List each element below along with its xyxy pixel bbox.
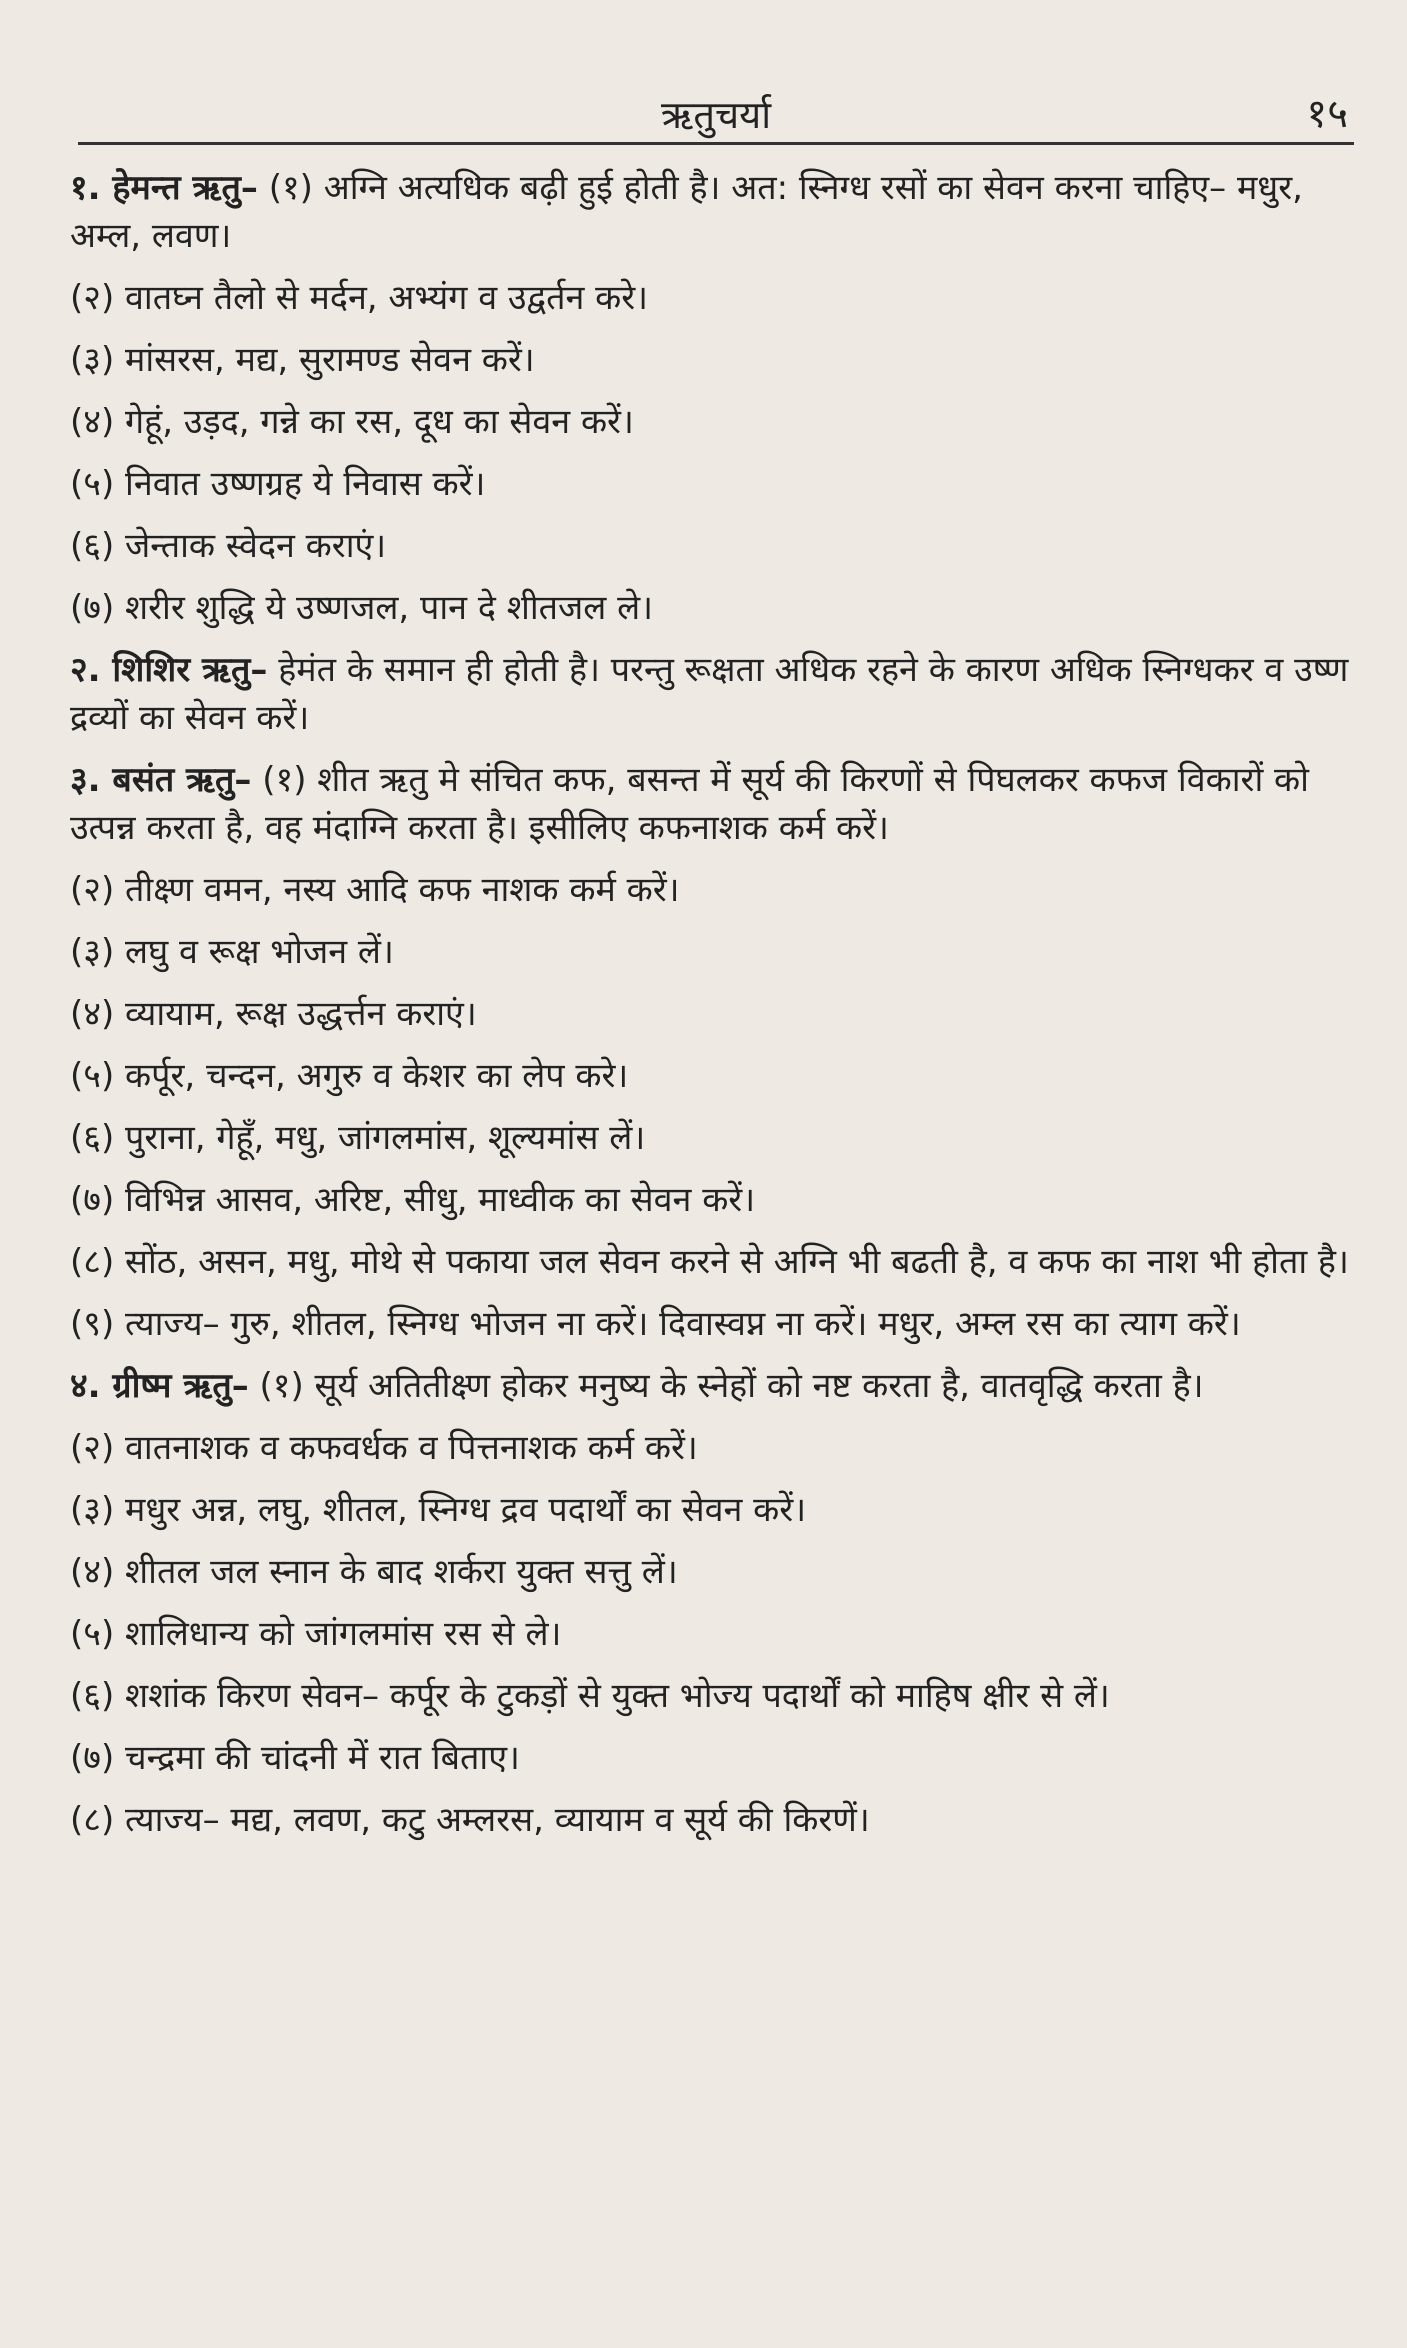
list-item: [70, 866, 1360, 914]
list-item: [70, 1610, 1360, 1658]
paragraph-text: (३) मांसरस, मद्य, सुरामण्ड सेवन करें।: [70, 340, 535, 380]
list-item: [70, 460, 1360, 508]
list-item: [70, 1238, 1360, 1286]
section-heading: १. हेमन्त ऋतु–: [70, 168, 258, 208]
list-item: [70, 522, 1360, 570]
paragraph-text: (४) व्यायाम, रूक्ष उद्धर्त्तन कराएं।: [70, 994, 477, 1034]
list-item: [70, 398, 1360, 446]
section-heading: २. शिशिर ऋतु–: [70, 650, 268, 690]
paragraph-text: (५) निवात उष्णग्रह ये निवास करें।: [70, 464, 486, 504]
section-basant: [70, 756, 1360, 852]
paragraph-text: (४) शीतल जल स्नान के बाद शर्करा युक्त सत्तु लें।: [70, 1552, 678, 1592]
list-item: [70, 990, 1360, 1038]
list-item: [70, 584, 1360, 632]
section-shishir: [70, 646, 1360, 742]
section-hemant: [70, 164, 1360, 260]
paragraph-text: (८) सोंठ, असन, मधु, मोथे से पकाया जल सेवन करने से अग्नि भी बढती है, व कफ का नाश भी होता है।: [70, 1242, 1349, 1282]
list-item: [70, 1114, 1360, 1162]
section-grishm: [70, 1362, 1360, 1410]
list-item: [70, 1796, 1360, 1844]
paragraph-text: (७) शरीर शुद्धि ये उष्णजल, पान दे शीतजल ले।: [70, 588, 654, 628]
paragraph-text: (७) विभिन्न आसव, अरिष्ट, सीधु, माध्वीक का सेवन करें।: [70, 1180, 756, 1220]
paragraph-text: (७) चन्द्रमा की चांदनी में रात बिताए।: [70, 1738, 520, 1778]
list-item: [70, 1734, 1360, 1782]
paragraph-text: हेमंत के समान ही होती है। परन्तु रूक्षता अधिक रहने के कारण अधिक स्निग्धकर व उष्ण द्रव्यों का सेवन करें।: [70, 650, 1349, 738]
list-item: [70, 1424, 1360, 1472]
section-heading: ३. बसंत ऋतु–: [70, 760, 252, 800]
page-number: १५: [1306, 91, 1348, 137]
list-item: [70, 1052, 1360, 1100]
paragraph-text: (४) गेहूं, उड़द, गन्ने का रस, दूध का सेवन करें।: [70, 402, 634, 442]
paragraph-text: (६) शशांक किरण सेवन– कर्पूर के टुकड़ों से युक्त भोज्य पदार्थों को माहिष क्षीर से लें।: [70, 1676, 1110, 1716]
list-item: [70, 274, 1360, 322]
paragraph-text: (२) वातनाशक व कफवर्धक व पित्तनाशक कर्म करें।: [70, 1428, 698, 1468]
paragraph-text: (१) अग्नि अत्यधिक बढ़ी हुई होती है। अत: स्निग्ध रसों का सेवन करना चाहिए– मधुर, अम्ल, लवण।: [70, 168, 1303, 256]
page-body: [70, 160, 1360, 1858]
paragraph-text: (१) शीत ऋतु मे संचित कफ, बसन्त में सूर्य की किरणों से पिघलकर कफज विकारों को उत्पन्न करता है, वह मंदाग्नि करता है। इसीलिए कफनाशक कर्म करें।: [70, 760, 1309, 848]
running-title: ऋतुचर्या: [660, 93, 772, 137]
paragraph-text: (३) मधुर अन्न, लघु, शीतल, स्निग्ध द्रव पदार्थों का सेवन करें।: [70, 1490, 807, 1530]
paragraph-text: (६) पुराना, गेहूँ, मधु, जांगलमांस, शूल्यमांस लें।: [70, 1118, 646, 1158]
list-item: [70, 1548, 1360, 1596]
paragraph-text: (२) तीक्ष्ण वमन, नस्य आदि कफ नाशक कर्म करें।: [70, 870, 680, 910]
list-item: [70, 1176, 1360, 1224]
list-item: [70, 928, 1360, 976]
paragraph-text: (६) जेन्ताक स्वेदन कराएं।: [70, 526, 387, 566]
paragraph-text: (२) वातघ्न तैलो से मर्दन, अभ्यंग व उद्वर्तन करे।: [70, 278, 649, 318]
paragraph-text: (१) सूर्य अतितीक्ष्ण होकर मनुष्य के स्नेहों को नष्ट करता है, वातवृद्धि करता है।: [248, 1366, 1204, 1406]
paragraph-text: (३) लघु व रूक्ष भोजन लें।: [70, 932, 394, 972]
paragraph-text: (५) शालिधान्य को जांगलमांस रस से ले।: [70, 1614, 562, 1654]
list-item: [70, 1300, 1360, 1348]
list-item: [70, 336, 1360, 384]
paragraph-text: (८) त्याज्य– मद्य, लवण, कटु अम्लरस, व्यायाम व सूर्य की किरणें।: [70, 1800, 870, 1840]
list-item: [70, 1672, 1360, 1720]
list-item: [70, 1486, 1360, 1534]
paragraph-text: (५) कर्पूर, चन्दन, अगुरु व केशर का लेप करे।: [70, 1056, 629, 1096]
page-header: [78, 82, 1354, 145]
section-heading: ४. ग्रीष्म ऋतु–: [70, 1366, 249, 1406]
paragraph-text: (९) त्याज्य– गुरु, शीतल, स्निग्ध भोजन ना करें। दिवास्वप्न ना करें। मधुर, अम्ल रस का त्याग करें।: [70, 1304, 1241, 1344]
